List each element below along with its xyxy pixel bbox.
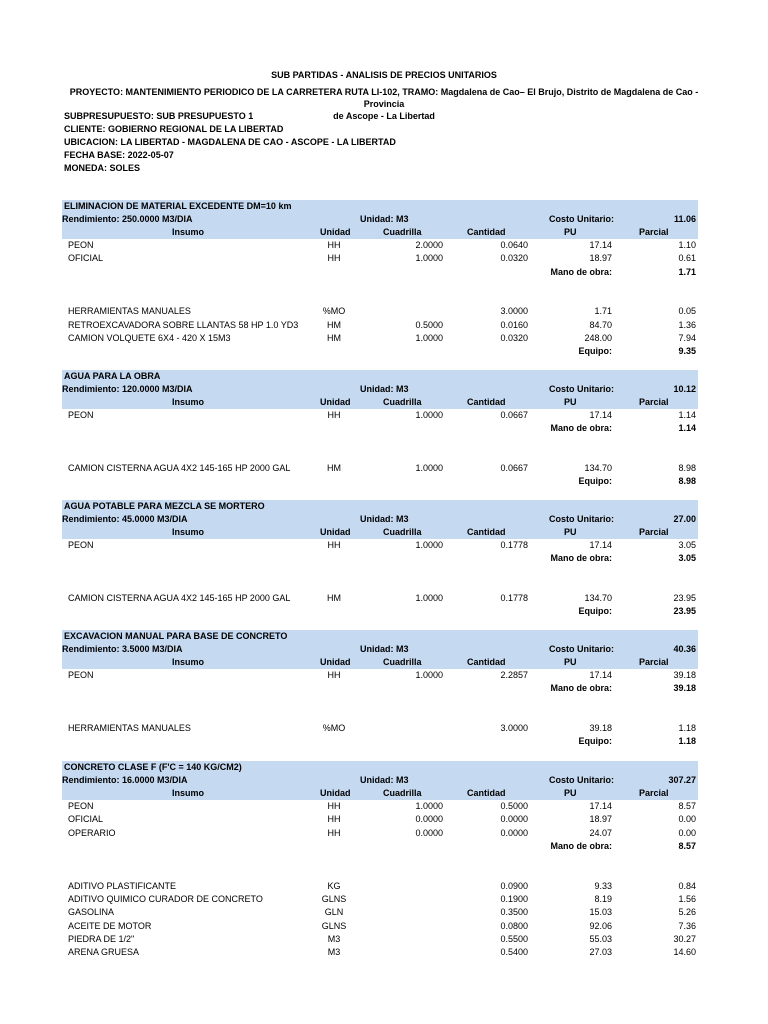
insumo-pu: 92.06 <box>589 920 612 931</box>
section-title: AGUA POTABLE PARA MEZCLA SE MORTERO <box>64 501 265 511</box>
analysis-section <box>62 630 698 749</box>
costo-unitario-label: Costo Unitario: <box>549 644 614 654</box>
insumo-row <box>62 592 698 605</box>
col-pu-header: PU <box>564 397 577 407</box>
insumo-cantidad: 2.2857 <box>500 670 528 680</box>
equipo-subtotal-value: 9.35 <box>678 346 696 357</box>
col-parcial-header: Parcial <box>639 227 669 237</box>
insumo-parcial: 0.05 <box>678 306 696 317</box>
insumo-name: CAMION CISTERNA AGUA 4X2 145-165 HP 2000 GAL <box>68 593 291 604</box>
project-line-2: de Ascope - La Libertad <box>333 111 435 121</box>
insumo-unit: GLN <box>324 907 344 918</box>
insumo-unit: HH <box>327 540 341 550</box>
col-cuadrilla-header: Cuadrilla <box>383 527 422 537</box>
equipo-subtotal <box>62 345 698 358</box>
equipo-subtotal <box>62 735 698 748</box>
section-rendimiento-row <box>62 383 698 396</box>
mano-obra-subtotal <box>62 266 698 279</box>
section-rendimiento-row <box>62 774 698 787</box>
section-header-band <box>62 630 698 669</box>
insumo-parcial: 30.27 <box>673 933 696 944</box>
insumo-parcial: 1.36 <box>678 319 696 330</box>
mano-obra-subtotal-label: Mano de obra: <box>550 683 612 694</box>
costo-unitario-value: 10.12 <box>673 384 696 394</box>
section-title: AGUA PARA LA OBRA <box>64 371 161 381</box>
mano-obra-subtotal-label: Mano de obra: <box>550 266 612 277</box>
rendimiento-text: Rendimiento: 16.0000 M3/DIA <box>62 775 188 785</box>
col-cuadrilla-header: Cuadrilla <box>383 227 422 237</box>
section-header-band <box>62 200 698 239</box>
insumo-row <box>62 933 698 946</box>
insumo-unit: %MO <box>322 306 346 317</box>
section-title: EXCAVACION MANUAL PARA BASE DE CONCRETO <box>64 631 288 641</box>
project-line-1: PROYECTO: MANTENIMIENTO PERIODICO DE LA CARRETERA RUTA LI-102, TRAMO: Magdalena de Cao– El Brujo, Distrito de Magdalena de Cao - Provincia <box>69 87 699 109</box>
mano-obra-subtotal <box>62 422 698 435</box>
analysis-section <box>62 370 698 489</box>
row-gap <box>62 279 698 292</box>
insumo-unit: HH <box>327 240 341 250</box>
column-header-row <box>62 656 698 669</box>
insumo-cuadrilla: 1.0000 <box>415 463 443 474</box>
row-gap <box>62 709 698 722</box>
col-pu-header: PU <box>564 227 577 237</box>
mano-obra-subtotal-value: 39.18 <box>673 683 696 694</box>
insumo-name: ACEITE DE MOTOR <box>68 920 152 931</box>
row-gap <box>62 853 698 866</box>
insumo-unit: %MO <box>322 723 346 734</box>
section-title-row <box>62 200 698 213</box>
insumo-cantidad: 0.0667 <box>500 410 528 420</box>
column-header-row <box>62 787 698 800</box>
insumo-pu: 24.07 <box>589 827 612 838</box>
col-pu-header: PU <box>564 657 577 667</box>
insumo-row <box>62 813 698 826</box>
insumo-cantidad: 0.5400 <box>500 947 528 958</box>
section-title: ELIMINACION DE MATERIAL EXCEDENTE DM=10 km <box>64 201 292 211</box>
insumo-pu: 15.03 <box>589 907 612 918</box>
insumo-name: PEON <box>68 801 94 811</box>
row-gap <box>62 866 698 879</box>
equipo-subtotal-label: Equipo: <box>578 736 612 747</box>
insumo-unit: HH <box>327 670 341 680</box>
analysis-section <box>62 500 698 619</box>
col-insumo-header: Insumo <box>172 657 205 667</box>
insumo-name: HERRAMIENTAS MANUALES <box>68 306 191 317</box>
insumo-pu: 17.14 <box>589 801 612 811</box>
analysis-section <box>62 761 698 960</box>
insumo-parcial: 5.26 <box>678 907 696 918</box>
insumo-pu: 18.97 <box>589 253 612 264</box>
rendimiento-text: Rendimiento: 3.5000 M3/DIA <box>62 644 183 654</box>
insumo-unit: HM <box>327 593 341 604</box>
section-title-row <box>62 500 698 513</box>
equipo-subtotal-value: 23.95 <box>673 606 696 617</box>
insumo-name: HERRAMIENTAS MANUALES <box>68 723 191 734</box>
insumo-unit: HM <box>327 319 341 330</box>
insumo-cantidad: 0.0640 <box>500 240 528 250</box>
insumo-pu: 9.33 <box>594 880 612 891</box>
insumo-row <box>62 239 698 252</box>
costo-unitario-label: Costo Unitario: <box>549 214 614 224</box>
insumo-parcial: 1.10 <box>678 240 696 250</box>
mano-obra-subtotal <box>62 682 698 695</box>
insumo-parcial: 7.94 <box>678 333 696 344</box>
insumo-pu: 84.70 <box>589 319 612 330</box>
insumo-parcial: 3.05 <box>678 540 696 550</box>
insumo-row <box>62 319 698 332</box>
row-gap <box>62 292 698 305</box>
insumo-cuadrilla: 2.0000 <box>415 240 443 250</box>
insumo-parcial: 14.60 <box>673 947 696 958</box>
insumo-unit: KG <box>327 880 341 891</box>
insumo-unit: HH <box>327 801 341 811</box>
insumo-name: GASOLINA <box>68 907 115 918</box>
insumo-unit: GLNS <box>321 920 347 931</box>
insumo-cantidad: 0.0800 <box>500 920 528 931</box>
insumo-row <box>62 722 698 735</box>
moneda-text: MONEDA: SOLES <box>64 163 141 173</box>
insumo-pu: 18.97 <box>589 814 612 825</box>
insumo-pu: 1.71 <box>594 306 612 317</box>
col-cantidad-header: Cantidad <box>467 397 506 407</box>
col-unidad-header: Unidad <box>320 657 351 667</box>
insumo-row <box>62 893 698 906</box>
insumo-name: PEON <box>68 670 94 680</box>
insumo-cuadrilla: 1.0000 <box>415 593 443 604</box>
col-parcial-header: Parcial <box>639 657 669 667</box>
col-cantidad-header: Cantidad <box>467 657 506 667</box>
insumo-unit: HH <box>327 253 341 264</box>
equipo-subtotal-label: Equipo: <box>578 606 612 617</box>
insumo-parcial: 8.98 <box>678 463 696 474</box>
insumo-name: ADITIVO PLASTIFICANTE <box>68 880 177 891</box>
insumo-pu: 134.70 <box>584 463 612 474</box>
insumo-cantidad: 0.5500 <box>500 933 528 944</box>
equipo-subtotal <box>62 605 698 618</box>
insumo-parcial: 0.00 <box>678 814 696 825</box>
analysis-section <box>62 200 698 359</box>
insumo-row <box>62 462 698 475</box>
col-pu-header: PU <box>564 788 577 798</box>
insumo-row <box>62 800 698 813</box>
column-header-row <box>62 396 698 409</box>
insumo-row <box>62 920 698 933</box>
unidad-text: Unidad: M3 <box>360 514 409 524</box>
col-unidad-header: Unidad <box>320 397 351 407</box>
insumo-cantidad: 0.0000 <box>500 814 528 825</box>
insumo-name: PEON <box>68 410 94 420</box>
insumo-row <box>62 880 698 893</box>
ubicacion-text: UBICACION: LA LIBERTAD - MAGDALENA DE CAO - ASCOPE - LA LIBERTAD <box>64 137 396 147</box>
row-gap <box>62 579 698 592</box>
equipo-subtotal-value: 1.18 <box>678 736 696 747</box>
row-gap <box>62 436 698 449</box>
insumo-parcial: 8.57 <box>678 801 696 811</box>
insumo-unit: HH <box>327 827 341 838</box>
mano-obra-subtotal-label: Mano de obra: <box>550 423 612 434</box>
col-cuadrilla-header: Cuadrilla <box>383 788 422 798</box>
insumo-cuadrilla: 1.0000 <box>415 801 443 811</box>
section-title: CONCRETO CLASE F (F'C = 140 KG/CM2) <box>64 762 242 772</box>
insumo-name: PEON <box>68 240 94 250</box>
insumo-name: CAMION CISTERNA AGUA 4X2 145-165 HP 2000 GAL <box>68 463 291 474</box>
section-rendimiento-row <box>62 513 698 526</box>
col-unidad-header: Unidad <box>320 227 351 237</box>
costo-unitario-value: 307.27 <box>668 775 696 785</box>
section-rendimiento-row <box>62 643 698 656</box>
insumo-pu: 55.03 <box>589 933 612 944</box>
insumo-cuadrilla: 1.0000 <box>415 333 443 344</box>
col-parcial-header: Parcial <box>639 527 669 537</box>
unidad-text: Unidad: M3 <box>360 384 409 394</box>
insumo-row <box>62 539 698 552</box>
insumo-parcial: 1.14 <box>678 410 696 420</box>
insumo-name: OFICIAL <box>68 814 104 825</box>
insumo-cantidad: 3.0000 <box>500 306 528 317</box>
col-cuadrilla-header: Cuadrilla <box>383 657 422 667</box>
insumo-unit: HM <box>327 333 341 344</box>
insumo-cuadrilla: 0.0000 <box>415 814 443 825</box>
insumo-cantidad: 0.0000 <box>500 827 528 838</box>
section-title-row <box>62 370 698 383</box>
insumo-row <box>62 906 698 919</box>
insumo-row <box>62 305 698 318</box>
insumo-cuadrilla: 0.0000 <box>415 827 443 838</box>
insumo-row <box>62 332 698 345</box>
report-title: SUB PARTIDAS - ANALISIS DE PRECIOS UNITARIOS <box>271 70 497 80</box>
mano-obra-subtotal-value: 8.57 <box>678 840 696 851</box>
insumo-row <box>62 409 698 422</box>
mano-obra-subtotal <box>62 552 698 565</box>
insumo-unit: HM <box>327 463 341 474</box>
mano-obra-subtotal-label: Mano de obra: <box>550 840 612 851</box>
insumo-pu: 39.18 <box>589 723 612 734</box>
section-header-band <box>62 370 698 409</box>
costo-unitario-label: Costo Unitario: <box>549 514 614 524</box>
unidad-text: Unidad: M3 <box>360 214 409 224</box>
column-header-row <box>62 526 698 539</box>
insumo-pu: 248.00 <box>584 333 612 344</box>
insumo-pu: 8.19 <box>594 894 612 905</box>
insumo-parcial: 0.84 <box>678 880 696 891</box>
insumo-unit: HH <box>327 410 341 420</box>
col-cantidad-header: Cantidad <box>467 788 506 798</box>
insumo-parcial: 7.36 <box>678 920 696 931</box>
insumo-row <box>62 946 698 959</box>
rendimiento-text: Rendimiento: 120.0000 M3/DIA <box>62 384 193 394</box>
insumo-cantidad: 3.0000 <box>500 723 528 734</box>
col-insumo-header: Insumo <box>172 527 205 537</box>
insumo-parcial: 1.56 <box>678 894 696 905</box>
costo-unitario-value: 40.36 <box>673 644 696 654</box>
mano-obra-subtotal <box>62 840 698 853</box>
insumo-cuadrilla: 1.0000 <box>415 253 443 264</box>
costo-unitario-label: Costo Unitario: <box>549 775 614 785</box>
report-meta <box>64 110 396 175</box>
insumo-name: OPERARIO <box>68 827 116 838</box>
insumo-name: CAMION VOLQUETE 6X4 - 420 X 15M3 <box>68 333 231 344</box>
equipo-subtotal-label: Equipo: <box>578 346 612 357</box>
col-unidad-header: Unidad <box>320 788 351 798</box>
section-title-row <box>62 630 698 643</box>
costo-unitario-value: 27.00 <box>673 514 696 524</box>
insumo-parcial: 0.61 <box>678 253 696 264</box>
insumo-row <box>62 827 698 840</box>
insumo-cantidad: 0.1778 <box>500 540 528 550</box>
section-header-band <box>62 500 698 539</box>
unidad-text: Unidad: M3 <box>360 775 409 785</box>
insumo-cantidad: 0.5000 <box>500 801 528 811</box>
insumo-unit: M3 <box>327 933 341 944</box>
insumo-unit: M3 <box>327 947 341 958</box>
insumo-cuadrilla: 1.0000 <box>415 410 443 420</box>
insumo-pu: 17.14 <box>589 240 612 250</box>
col-parcial-header: Parcial <box>639 788 669 798</box>
insumo-name: OFICIAL <box>68 253 104 264</box>
insumo-cantidad: 0.0320 <box>500 333 528 344</box>
subpresupuesto-text: SUBPRESUPUESTO: SUB PRESUPUESTO 1 <box>64 111 254 121</box>
insumo-pu: 134.70 <box>584 593 612 604</box>
insumo-name: ADITIVO QUIMICO CURADOR DE CONCRETO <box>68 894 263 905</box>
section-title-row <box>62 761 698 774</box>
insumo-parcial: 1.18 <box>678 723 696 734</box>
row-gap <box>62 449 698 462</box>
insumo-cuadrilla: 0.5000 <box>415 319 443 330</box>
insumo-cantidad: 0.1900 <box>500 894 528 905</box>
cliente-text: CLIENTE: GOBIERNO REGIONAL DE LA LIBERTAD <box>64 124 284 134</box>
equipo-subtotal <box>62 475 698 488</box>
col-cantidad-header: Cantidad <box>467 227 506 237</box>
insumo-cuadrilla: 1.0000 <box>415 540 443 550</box>
section-rendimiento-row <box>62 213 698 226</box>
col-insumo-header: Insumo <box>172 227 205 237</box>
unidad-text: Unidad: M3 <box>360 644 409 654</box>
col-insumo-header: Insumo <box>172 788 205 798</box>
insumo-cantidad: 0.0667 <box>500 463 528 474</box>
insumo-unit: GLNS <box>321 894 347 905</box>
col-cuadrilla-header: Cuadrilla <box>383 397 422 407</box>
insumo-parcial: 39.18 <box>673 670 696 680</box>
insumo-cantidad: 0.0320 <box>500 253 528 264</box>
insumo-name: PEON <box>68 540 94 550</box>
col-pu-header: PU <box>564 527 577 537</box>
insumo-name: RETROEXCAVADORA SOBRE LLANTAS 58 HP 1.0 YD3 <box>68 319 299 330</box>
insumo-pu: 27.03 <box>589 947 612 958</box>
mano-obra-subtotal-value: 1.71 <box>678 266 696 277</box>
col-unidad-header: Unidad <box>320 527 351 537</box>
costo-unitario-value: 11.06 <box>673 214 696 224</box>
insumo-unit: HH <box>327 814 341 825</box>
insumo-parcial: 23.95 <box>673 593 696 604</box>
insumo-cantidad: 0.3500 <box>500 907 528 918</box>
insumo-row <box>62 669 698 682</box>
rendimiento-text: Rendimiento: 250.0000 M3/DIA <box>62 214 193 224</box>
insumo-cuadrilla: 1.0000 <box>415 670 443 680</box>
col-cantidad-header: Cantidad <box>467 527 506 537</box>
equipo-subtotal-value: 8.98 <box>678 476 696 487</box>
mano-obra-subtotal-value: 1.14 <box>678 423 696 434</box>
insumo-cantidad: 0.1778 <box>500 593 528 604</box>
insumo-name: PIEDRA DE 1/2" <box>68 933 135 944</box>
insumo-pu: 17.14 <box>589 540 612 550</box>
insumo-pu: 17.14 <box>589 670 612 680</box>
insumo-name: ARENA GRUESA <box>68 947 140 958</box>
insumo-row <box>62 252 698 265</box>
costo-unitario-label: Costo Unitario: <box>549 384 614 394</box>
insumo-parcial: 0.00 <box>678 827 696 838</box>
rendimiento-text: Rendimiento: 45.0000 M3/DIA <box>62 514 188 524</box>
insumo-pu: 17.14 <box>589 410 612 420</box>
insumo-cantidad: 0.0900 <box>500 880 528 891</box>
column-header-row <box>62 226 698 239</box>
col-insumo-header: Insumo <box>172 397 205 407</box>
row-gap <box>62 696 698 709</box>
mano-obra-subtotal-label: Mano de obra: <box>550 553 612 564</box>
col-parcial-header: Parcial <box>639 397 669 407</box>
insumo-cantidad: 0.0160 <box>500 319 528 330</box>
mano-obra-subtotal-value: 3.05 <box>678 553 696 564</box>
row-gap <box>62 566 698 579</box>
equipo-subtotal-label: Equipo: <box>578 476 612 487</box>
section-header-band <box>62 761 698 800</box>
fecha-base-text: FECHA BASE: 2022-05-07 <box>64 150 174 160</box>
